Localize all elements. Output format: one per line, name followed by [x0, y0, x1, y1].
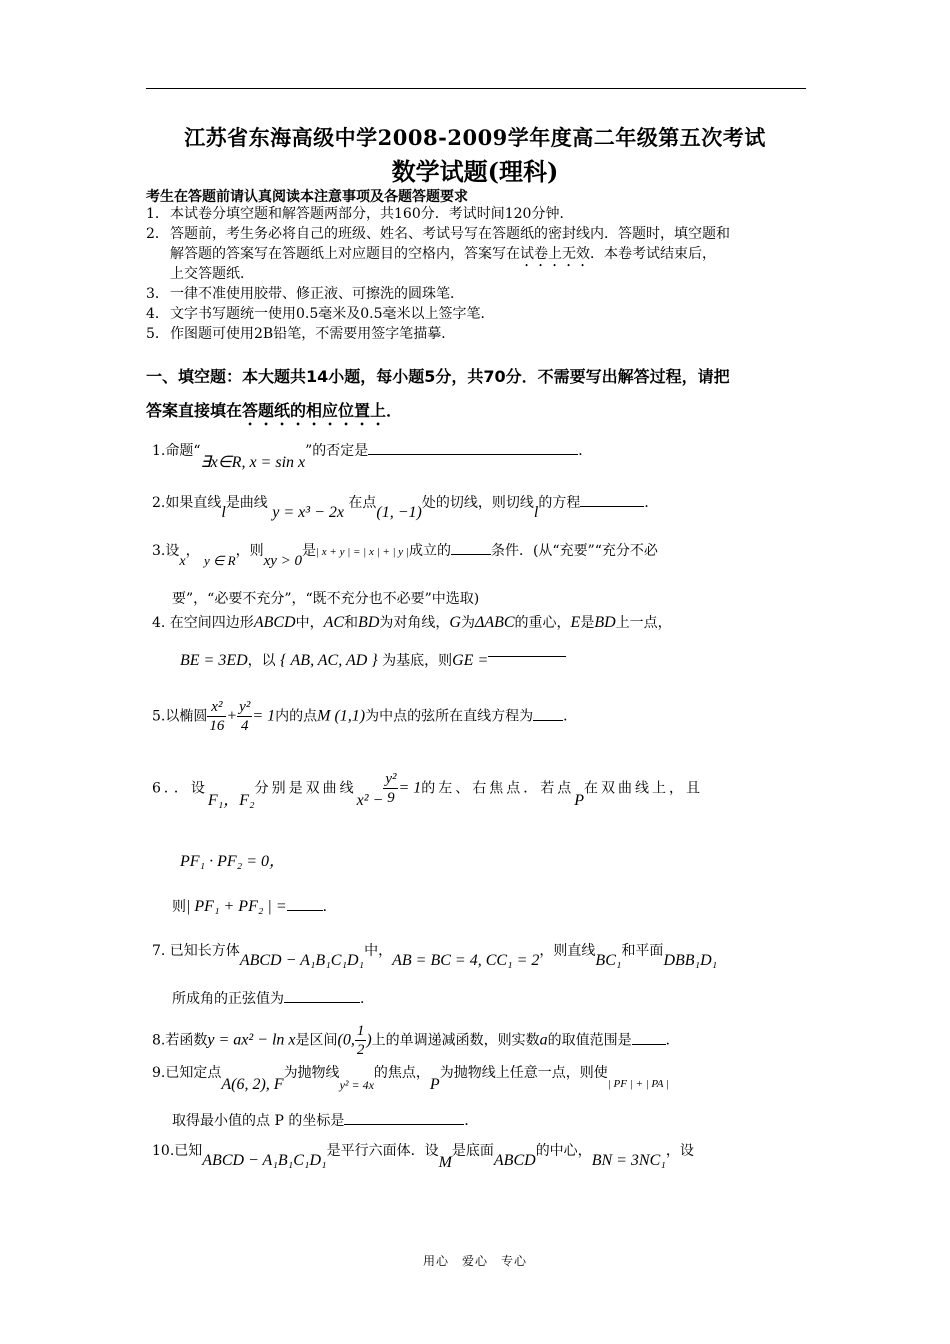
question-5: 5.以椭圆 $\frac{\text{x²}}{16}$ + $\frac{\text{y²}}{4}$ = 1内的点M (1,1)为中点的弦所在直线方程为 ．: [152, 699, 578, 734]
question-9: 9.已知定点A(6, 2), F为抛物线y² = 4x的焦点，P为抛物线上任意一点，则使$_{| PF | + | PA |}$: [152, 1065, 669, 1093]
notice-item-2-cont: 解答题的答案写在答题纸上对应题目的空格内，答案写在试卷上无效．本卷考试结束后，: [170, 246, 716, 262]
notice-item-2-end: 上交答题纸．: [170, 266, 254, 282]
question-2: 2.如果直线l是曲线 y = x³ − 2x 在点(1, −1)处的切线，则切线l的方程 ．: [152, 495, 659, 521]
section-heading: 一、填空题：本大题共14小题，每小题5分，共70分．不需要写出解答过程，请把 答案直接填在答题纸的相应位置上．: [146, 367, 730, 420]
notice-item-2: 2．答题前，考生务必将自己的班级、姓名、考试号写在答题纸的密封线内．答题时，填空题和: [146, 226, 730, 242]
question-8: 8.若函数y = ax² − ln x是区间(0, $\frac{1}{2}$ )上的单调递减函数，则实数a的取值范围是 ．: [152, 1023, 680, 1058]
question-6-cont: PF₁ · PF₂ = 0，: [180, 853, 286, 870]
question-9-cont: 取得最小值的点 P 的坐标是 ．: [172, 1113, 479, 1129]
notice-item-5: 5．作图题可使用2B铅笔，不需要用签字笔描摹．: [146, 326, 456, 342]
question-4: 4. 在空间四边形ABCD中，AC和BD为对角线，G为ΔABC的重心，E是BD上一点，: [152, 614, 672, 631]
notice-item-1: 1．本试卷分填空题和解答题两部分，共160分．考试时间120分钟．: [146, 206, 574, 222]
exam-subtitle: 数学试题(理科): [391, 157, 559, 186]
header-rule: [146, 88, 806, 89]
question-3: 3.设x， y ∈ R，则xy > 0是| x + y | = | x | + | y |成立的 条件．(从“充要”“充分不必: [152, 543, 658, 569]
emphasis-dots: 试卷上无效: [520, 246, 590, 262]
exam-title: 江苏省东海高级中学2008-2009学年度高二年级第五次考试: [184, 125, 766, 150]
page-footer: 用心 爱心 专心: [422, 1254, 527, 1268]
notice-item-4: 4．文字书写题统一使用0.5毫米及0.5毫米以上签字笔．: [146, 306, 495, 322]
question-7: 7. 已知长方体ABCD − A₁B₁C₁D₁中，AB = BC = 4, CC₁ = 2，则直线BC₁和平面DBB₁D₁: [152, 943, 718, 969]
question-6-answer: 则| PF₁ + PF₂ | = ．: [172, 898, 337, 915]
question-1: 1.命题“∃x∈R, x = sin x”的否定是 ．: [152, 443, 593, 471]
question-6: 6．．设F₁，F₂分别是双曲线x² − $\frac{\text{y²}}{9}$ = 1的左、右焦点．若点P在双曲线上，且: [152, 771, 704, 809]
notice-heading: 考生在答题前请认真阅读本注意事项及各题答题要求: [146, 189, 468, 205]
emphasis-dots: 答题纸的相应位置上: [242, 401, 387, 420]
question-3-cont: 要”，“必要不充分”，“既不充分也不必要”中选取): [172, 591, 480, 607]
question-7-cont: 所成角的正弦值为 ．: [172, 991, 374, 1007]
question-10: 10.已知ABCD − A₁B₁C₁D₁是平行六面体．设M是底面ABCD的中心，BN = 3NC₁，设: [152, 1143, 694, 1171]
notice-item-3: 3．一律不准使用胶带、修正液、可擦洗的圆珠笔．: [146, 286, 464, 302]
question-4-cont: BE = 3ED，以 { AB, AC, AD } 为基底，则GE =: [180, 650, 820, 670]
